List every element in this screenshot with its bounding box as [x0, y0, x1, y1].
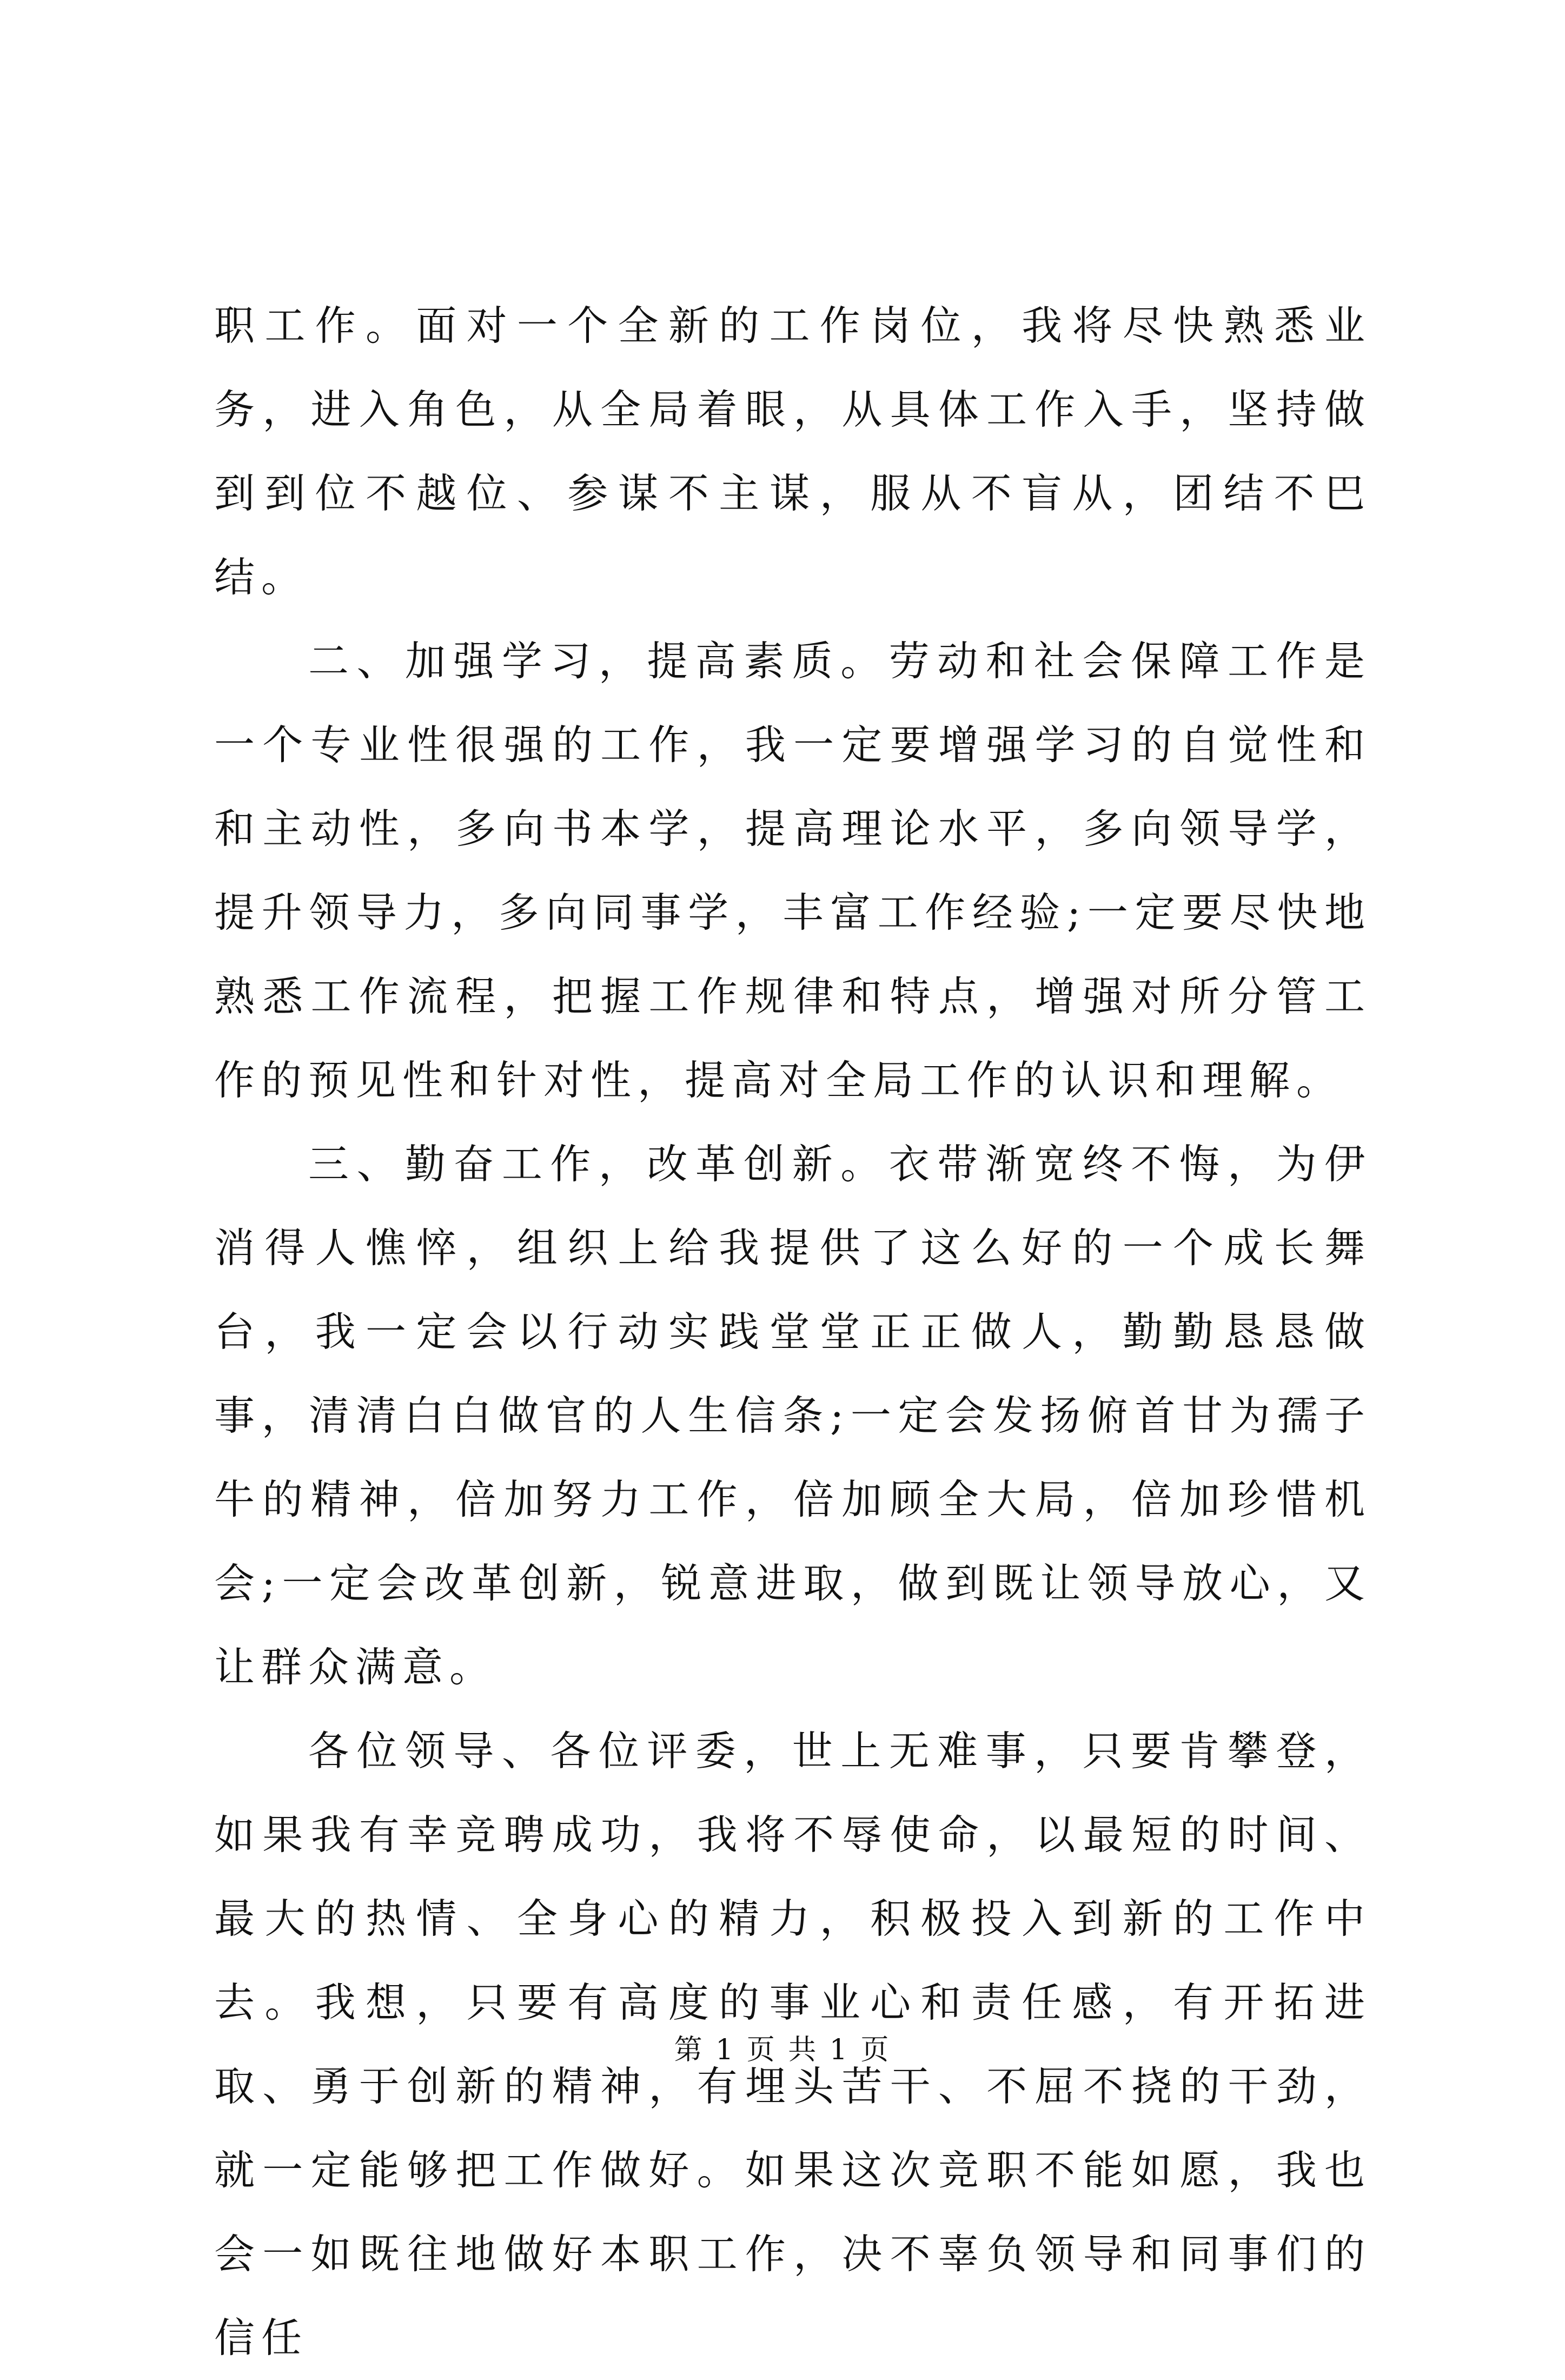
page-footer: 第 1 页 共 1 页	[674, 2034, 891, 2066]
paragraph-work: 三、勤奋工作，改革创新。衣带渐宽终不悔，为伊消得人憔悴，组织上给我提供了这么好的一个成长舞台，我一定会以行动实践堂堂正正做人，勤勤恳恳做事，清清白白做官的人生信条;一定会发扬俯首甘为孺子牛的精神，倍加努力工作，倍加顾全大局，倍加珍惜机会;一定会改革创新，锐意进取，做到既让领导放心，又让群众满意。	[214, 1140, 1371, 1691]
paragraph-study: 二、加强学习，提高素质。劳动和社会保障工作是一个专业性很强的工作，我一定要增强学习的自觉性和和主动性，多向书本学，提高理论水平，多向领导学，提升领导力，多向同事学，丰富工作经验;一定要尽快地熟悉工作流程，把握工作规律和特点，增强对所分管工作的预见性和针对性，提高对全局工作的认识和理解。	[214, 637, 1371, 1104]
paragraph-continuation: 职工作。面对一个全新的工作岗位，我将尽快熟悉业务，进入角色，从全局着眼，从具体工作入手，坚持做到到位不越位、参谋不主谋，服从不盲从，团结不巴结。	[214, 302, 1371, 601]
paragraph-closing: 各位领导、各位评委，世上无难事，只要肯攀登，如果我有幸竞聘成功，我将不辱使命，以最短的时间、最大的热情、全身心的精力，积极投入到新的工作中去。我想，只要有高度的事业心和责任感，有开拓进取、勇于创新的精神，有埋头苦干、不屈不挠的干劲，就一定能够把工作做好。如果这次竞职不能如愿，我也会一如既往地做好本职工作，决不辜负领导和同事们的信任	[214, 1727, 1371, 2362]
